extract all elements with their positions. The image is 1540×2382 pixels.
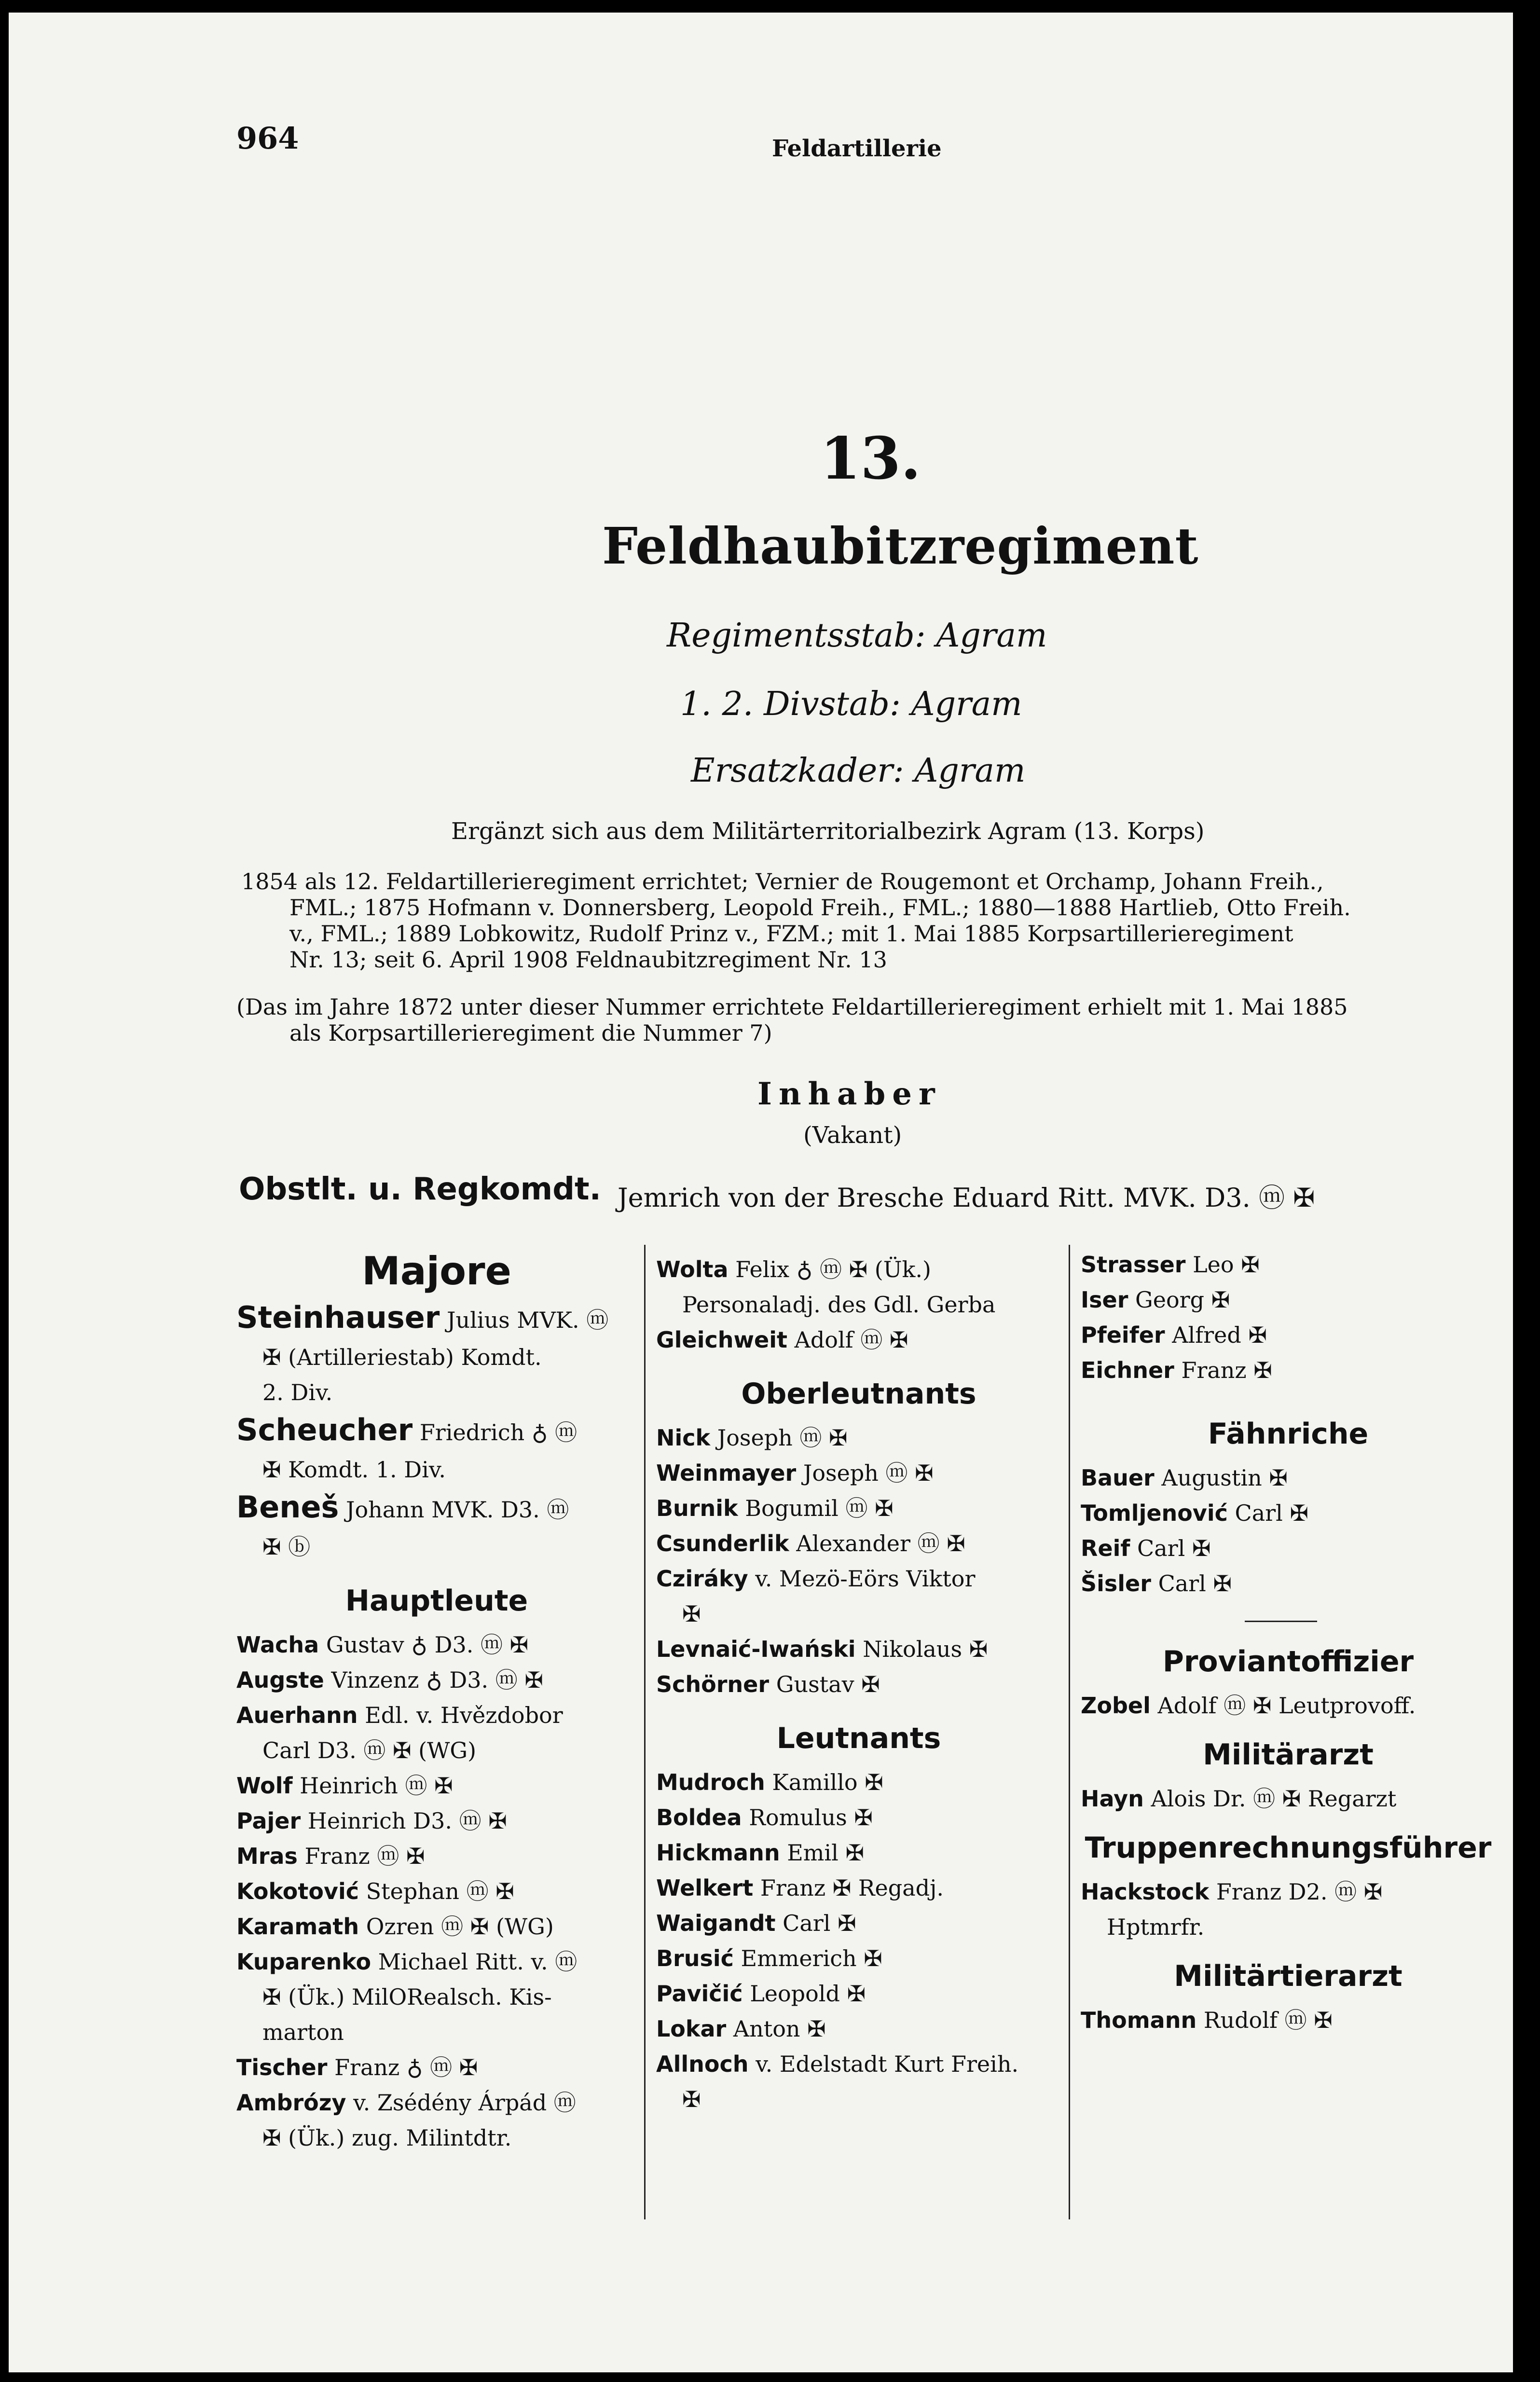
list-item [656, 1765, 1061, 1800]
person-surname: Levnaić-Iwański [656, 1636, 856, 1662]
history-line: v., FML.; 1889 Lobkowitz, Rudolf Prinz v., FZM.; mit 1. Mai 1885 Korpsartillerieregiment [289, 921, 1293, 947]
list-item [656, 1561, 1061, 1597]
person-surname: Nick [656, 1425, 711, 1451]
militaertierarzt-heading: Militärtierarzt [1174, 1959, 1402, 1993]
list-item [656, 1906, 1061, 1941]
inhaber-value: (Vakant) [803, 1122, 902, 1149]
person-details: Franz ♁ ⓜ ✠ [334, 2054, 478, 2080]
commander-name: Jemrich von der Bresche Eduard Ritt. MVK. D3. ⓜ ✠ [618, 1183, 1315, 1213]
list-item [1081, 1353, 1496, 1388]
list-item [236, 1944, 637, 1980]
person-surname: Eichner [1081, 1357, 1174, 1383]
person-surname: Scheucher [236, 1412, 413, 1447]
majore-heading: Majore [362, 1249, 511, 1294]
continuation-line: ✠ (Artilleriestab) Komdt. [262, 1344, 542, 1370]
inhaber-title: Inhaber [757, 1076, 942, 1112]
person-surname: Thomann [1081, 2007, 1197, 2033]
list-item [1081, 1781, 1496, 1817]
column-1 [236, 1245, 637, 2156]
list-item [236, 1487, 637, 1529]
person-surname: Bauer [1081, 1465, 1155, 1491]
person-details: Romulus ✠ [749, 1804, 873, 1831]
list-item [1081, 1282, 1496, 1318]
column-divider [644, 1245, 646, 2219]
person-surname: Mudroch [656, 1769, 765, 1795]
person-surname: Schörner [656, 1671, 770, 1697]
person-details: Anton ✠ [733, 2016, 826, 2042]
history-line: FML.; 1875 Hofmann v. Donnersberg, Leopold Freih., FML.; 1880—1888 Hartlieb, Otto Freih. [289, 895, 1351, 921]
person-surname: Pfeifer [1081, 1322, 1165, 1348]
person-surname: Strasser [1081, 1252, 1186, 1278]
leutnants-heading: Leutnants [776, 1721, 941, 1755]
person-surname: Beneš [236, 1489, 339, 1525]
list-item [656, 1456, 1061, 1491]
person-details: Leopold ✠ [750, 1981, 866, 2007]
person-details: Franz ✠ Regadj. [760, 1875, 944, 1901]
militaerarzt-heading: Militärarzt [1203, 1738, 1374, 1772]
person-details: Georg ✠ [1135, 1287, 1230, 1313]
person-details: Stephan ⓜ ✠ [366, 1878, 514, 1904]
person-details: Joseph ⓜ ✠ [803, 1460, 934, 1486]
person-surname: Wacha [236, 1632, 319, 1658]
continuation-line: ✠ (Ük.) zug. Milintdtr. [262, 2125, 512, 2151]
person-details: Heinrich D3. ⓜ ✠ [307, 1808, 507, 1834]
list-item [656, 1800, 1061, 1835]
column-divider [1069, 1245, 1070, 2219]
list-item [1081, 1460, 1496, 1496]
continuation-line: Carl D3. ⓜ ✠ (WG) [262, 1737, 477, 1763]
list-item [656, 1526, 1061, 1561]
person-surname: Kokotović [236, 1878, 359, 1904]
history-line: 1854 als 12. Feldartillerieregiment errichtet; Vernier de Rougemont et Orchamp, Johann Freih., [241, 868, 1324, 895]
person-details: Ozren ⓜ ✠ (WG) [366, 1914, 554, 1940]
regiment-number: 13. [820, 425, 921, 493]
person-details: Joseph ⓜ ✠ [717, 1425, 848, 1451]
continuation-line: ✠ (Ük.) MilORealsch. Kis- [262, 1984, 552, 2010]
proviant-heading: Proviantoffizier [1162, 1645, 1414, 1679]
scan-border-bottom [0, 2372, 1540, 2382]
person-details: Vinzenz ♁ D3. ⓜ ✠ [331, 1667, 543, 1693]
ergaenzt-line: Ergänzt sich aus dem Militärterritorialbezirk Agram (13. Korps) [451, 818, 1205, 845]
person-details: Edl. v. Hvězdobor [365, 1702, 563, 1728]
list-item [236, 1909, 637, 1944]
person-details: Friedrich ♁ ⓜ [419, 1419, 578, 1446]
person-surname: Mras [236, 1843, 298, 1869]
note-line: als Korpsartillerieregiment die Nummer 7) [289, 1020, 772, 1046]
oberleutnants-heading: Oberleutnants [741, 1377, 976, 1411]
list-item [236, 1839, 637, 1874]
person-details: Alexander ⓜ ✠ [796, 1530, 965, 1556]
person-details: Alois Dr. ⓜ ✠ Regarzt [1151, 1786, 1397, 1812]
history-line: Nr. 13; seit 6. April 1908 Feldnaubitzregiment Nr. 13 [289, 947, 887, 973]
person-surname: Karamath [236, 1914, 359, 1940]
person-surname: Kuparenko [236, 1949, 371, 1975]
continuation-line: 2. Div. [262, 1379, 333, 1405]
person-details: Carl ✠ [783, 1910, 856, 1936]
list-item [656, 1420, 1061, 1456]
list-item [656, 2011, 1061, 2047]
list-item [1081, 2003, 1496, 2038]
person-surname: Weinmayer [656, 1460, 797, 1486]
person-details: Julius MVK. ⓜ [447, 1307, 609, 1333]
list-item [1081, 1688, 1496, 1723]
list-item [236, 2050, 637, 2085]
column-2 [656, 1252, 1061, 2117]
person-surname: Ambrózy [236, 2090, 346, 2116]
person-surname: Waigandt [656, 1910, 776, 1936]
column-3 [1081, 1247, 1496, 2038]
list-item [656, 1322, 1061, 1358]
person-details: Carl ✠ [1235, 1500, 1309, 1526]
continuation-line: Hptmrfr. [1107, 1914, 1205, 1940]
list-item [1081, 1496, 1496, 1531]
person-surname: Šisler [1081, 1570, 1151, 1597]
person-surname: Cziráky [656, 1566, 748, 1592]
person-surname: Allnoch [656, 2051, 749, 2077]
person-details: Franz ⓜ ✠ [304, 1843, 425, 1869]
regiment-name: Feldhaubitzregiment [602, 516, 1199, 576]
list-item [1081, 1247, 1496, 1282]
faehnriche-heading: Fähnriche [1208, 1417, 1369, 1451]
list-item [656, 1252, 1061, 1287]
person-details: Gustav ♁ D3. ⓜ ✠ [326, 1632, 529, 1658]
person-details: Emil ✠ [787, 1840, 865, 1866]
person-details: Felix ♁ ⓜ ✠ (Ük.) [735, 1256, 931, 1282]
continuation-line: marton [262, 2019, 344, 2045]
person-details: v. Mezö-Eörs Viktor [755, 1566, 976, 1592]
person-details: Michael Ritt. v. ⓜ [378, 1949, 578, 1975]
person-details: Franz D2. ⓜ ✠ [1216, 1879, 1383, 1905]
list-item [236, 1298, 637, 1340]
person-surname: Augste [236, 1667, 324, 1693]
person-details: Adolf ⓜ ✠ [794, 1327, 908, 1353]
person-surname: Zobel [1081, 1693, 1151, 1719]
person-surname: Hayn [1081, 1786, 1144, 1812]
list-item [656, 1835, 1061, 1871]
list-item [656, 1632, 1061, 1667]
person-details: v. Zsédény Árpád ⓜ [353, 2090, 576, 2116]
person-surname: Lokar [656, 2016, 727, 2042]
person-surname: Pajer [236, 1808, 301, 1834]
person-details: Johann MVK. D3. ⓜ [346, 1497, 569, 1523]
person-details: Augustin ✠ [1161, 1465, 1288, 1491]
list-item [656, 1976, 1061, 2011]
person-surname: Pavičić [656, 1981, 743, 2007]
list-item [236, 1627, 637, 1663]
list-item [236, 1768, 637, 1804]
person-details: Carl ✠ [1137, 1535, 1211, 1561]
continuation-line: ✠ [682, 1601, 701, 1627]
list-item [656, 2047, 1061, 2082]
person-details: Alfred ✠ [1172, 1322, 1267, 1348]
note-line: (Das im Jahre 1872 unter dieser Nummer errichtete Feldartillerieregiment erhielt mit 1. Mai 1885 [236, 994, 1348, 1020]
list-item [236, 1874, 637, 1909]
person-surname: Brusić [656, 1945, 734, 1971]
list-item [1081, 1531, 1496, 1566]
list-item [656, 1941, 1061, 1976]
person-surname: Tischer [236, 2054, 328, 2080]
person-details: Emmerich ✠ [741, 1945, 882, 1971]
person-surname: Auerhann [236, 1702, 358, 1728]
continuation-line: ✠ Komdt. 1. Div. [262, 1457, 446, 1483]
section-separator [1081, 1601, 1496, 1635]
scan-border-right [1513, 0, 1540, 2382]
truppenrechnungsfuehrer-heading: Truppenrechnungsführer [1085, 1831, 1492, 1865]
list-item [656, 1871, 1061, 1906]
person-surname: Iser [1081, 1287, 1128, 1313]
person-details: Nikolaus ✠ [863, 1636, 988, 1662]
list-item [236, 1663, 637, 1698]
person-surname: Csunderlik [656, 1530, 789, 1556]
list-item [1081, 1318, 1496, 1353]
list-item [236, 2085, 637, 2120]
scan-border-top [0, 0, 1540, 13]
hauptleute-heading: Hauptleute [345, 1584, 528, 1618]
person-details: Carl ✠ [1158, 1570, 1232, 1597]
person-surname: Wolta [656, 1256, 729, 1282]
list-item [656, 1667, 1061, 1702]
list-item [236, 1698, 637, 1733]
person-details: Rudolf ⓜ ✠ [1203, 2007, 1333, 2033]
person-surname: Wolf [236, 1773, 293, 1799]
history-note [236, 994, 1496, 1046]
person-surname: Burnik [656, 1495, 738, 1521]
scan-border-left [0, 0, 9, 2382]
person-details: Leo ✠ [1193, 1252, 1260, 1278]
page-number: 964 [236, 121, 299, 156]
ersatzkader-line: Ersatzkader: Agram [691, 752, 1026, 790]
person-details: Adolf ⓜ ✠ Leutprovoff. [1157, 1693, 1416, 1719]
history-paragraph [241, 868, 1496, 973]
regimentsstab-line: Regimentsstab: Agram [667, 617, 1047, 655]
list-item [236, 1804, 637, 1839]
person-surname: Hickmann [656, 1840, 780, 1866]
commander-rank: Obstlt. u. Regkomdt. [239, 1171, 601, 1207]
person-surname: Boldea [656, 1804, 742, 1831]
person-details: v. Edelstadt Kurt Freih. [756, 2051, 1019, 2077]
person-details: Kamillo ✠ [772, 1769, 883, 1795]
separator-rule [1245, 1621, 1317, 1622]
person-surname: Welkert [656, 1875, 754, 1901]
person-details: Gustav ✠ [776, 1671, 880, 1697]
continuation-line: ✠ ⓑ [262, 1534, 311, 1560]
person-surname: Hackstock [1081, 1879, 1210, 1905]
continuation-line: ✠ [682, 2086, 701, 2112]
person-surname: Reif [1081, 1535, 1130, 1561]
person-details: Franz ✠ [1181, 1357, 1272, 1383]
person-surname: Gleichweit [656, 1327, 787, 1353]
person-details: Heinrich ⓜ ✠ [300, 1773, 453, 1799]
list-item [1081, 1566, 1496, 1601]
list-item [656, 1491, 1061, 1526]
person-surname: Tomljenović [1081, 1500, 1228, 1526]
running-title: Feldartillerie [772, 135, 942, 162]
list-item [1081, 1874, 1496, 1910]
continuation-line: Personaladj. des Gdl. Gerba [682, 1292, 996, 1318]
divstab-line: 1. 2. Divstab: Agram [680, 685, 1022, 723]
list-item [236, 1410, 637, 1452]
person-surname: Steinhauser [236, 1300, 440, 1335]
person-details: Bogumil ⓜ ✠ [745, 1495, 894, 1521]
